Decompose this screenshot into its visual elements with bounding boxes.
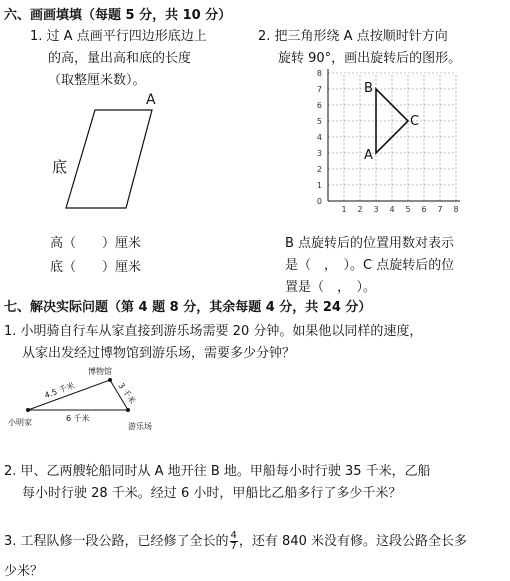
y-tick-label: 5 bbox=[316, 117, 322, 126]
x-tick-label: 5 bbox=[405, 205, 411, 214]
s7-q3-text-b: ，还有 840 米没有修。这段公路全长多 bbox=[238, 534, 467, 549]
x-tick-label: 4 bbox=[389, 205, 395, 214]
section6-heading: 六、画画填填（每题 5 分，共 10 分） bbox=[4, 8, 232, 23]
q2-text-line2: 旋转 90°，画出旋转后的图形。 bbox=[278, 51, 462, 66]
fraction-numerator: 4 bbox=[230, 530, 237, 541]
dist-museum-park: 3 千米 bbox=[116, 381, 138, 406]
q1-text-line1: 1. 过 A 点画平行四边形底边上 bbox=[30, 29, 207, 44]
label-a: A bbox=[146, 92, 156, 108]
x-tick-label: 2 bbox=[357, 205, 363, 214]
fraction-four-sevenths bbox=[230, 531, 238, 552]
dist-home-park: 6 千米 bbox=[66, 414, 90, 423]
y-tick-label: 4 bbox=[316, 133, 322, 142]
y-tick-label: 7 bbox=[316, 85, 322, 94]
x-tick-label: 8 bbox=[453, 205, 459, 214]
fraction-denominator: 7 bbox=[230, 541, 237, 552]
s7-q2-line2: 每小时行驶 28 千米。经过 6 小时，甲船比乙船多行了多少千米？ bbox=[22, 486, 402, 501]
point-label-b: B bbox=[364, 81, 373, 96]
height-answer: 高（ ）厘米 bbox=[50, 236, 142, 251]
s7-q3-text-a: 3. 工程队修一段公路，已经修了全长的 bbox=[4, 534, 229, 549]
point-label-c: C bbox=[410, 114, 420, 129]
s7-q1-line1: 1. 小明骑自行车从家直接到游乐场需要 20 分钟。如果他以同样的速度， bbox=[4, 324, 423, 339]
s7-q3-line1 bbox=[4, 530, 467, 552]
park-label: 游乐场 bbox=[128, 422, 152, 431]
x-tick-label: 1 bbox=[341, 205, 347, 214]
y-tick-label: 8 bbox=[316, 69, 322, 78]
label-base: 底 bbox=[52, 158, 68, 176]
home-label: 小明家 bbox=[8, 418, 32, 427]
q2-text-line1: 2. 把三角形绕 A 点按顺时针方向 bbox=[258, 29, 448, 44]
q2-answer-line3: 置是（ ， ）。 bbox=[285, 280, 377, 295]
dist-home-museum: 4.5 千米 bbox=[43, 380, 76, 401]
museum-label: 博物馆 bbox=[88, 367, 112, 376]
y-tick-label: 3 bbox=[316, 149, 322, 158]
q1-text-line2: 的高，量出高和底的长度 bbox=[48, 51, 192, 66]
s7-q3-line2: 少米？ bbox=[4, 564, 44, 579]
point-label-a: A bbox=[364, 148, 373, 163]
base-answer: 底（ ）厘米 bbox=[50, 260, 142, 275]
y-tick-label: 0 bbox=[316, 197, 322, 206]
q2-answer-line1: B 点旋转后的位置用数对表示 bbox=[285, 236, 455, 251]
s7-q2-line1: 2. 甲、乙两艘轮船同时从 A 地开往 B 地。甲船每小时行驶 35 千米，乙船 bbox=[4, 464, 431, 479]
x-tick-label: 6 bbox=[421, 205, 427, 214]
y-tick-label: 2 bbox=[316, 165, 322, 174]
y-tick-label: 1 bbox=[316, 181, 322, 190]
s7-q1-line2: 从家出发经过博物馆到游乐场，需要多少分钟？ bbox=[22, 346, 296, 361]
y-tick-label: 6 bbox=[316, 101, 322, 110]
section7-heading: 七、解决实际问题（第 4 题 8 分，其余每题 4 分，共 24 分） bbox=[4, 300, 372, 315]
x-tick-label: 7 bbox=[437, 205, 443, 214]
x-tick-label: 3 bbox=[373, 205, 379, 214]
q1-text-line3: （取整厘米数）。 bbox=[48, 73, 146, 88]
q2-answer-line2: 是（ ， ）。C 点旋转后的位 bbox=[285, 258, 455, 273]
